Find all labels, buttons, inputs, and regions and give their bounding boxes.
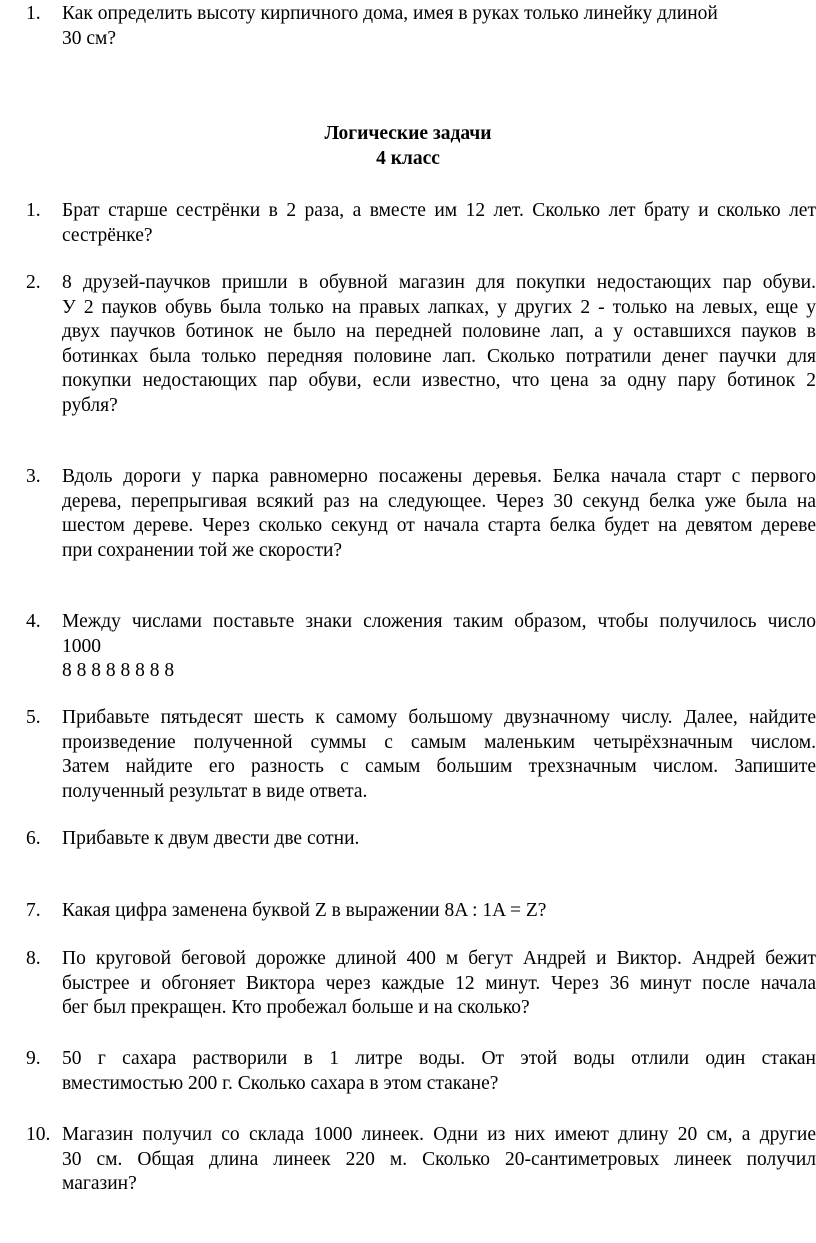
task-text	[62, 610, 816, 684]
task-2	[26, 271, 816, 418]
task-line: Между числами поставьте знаки сложения таким образом, чтобы получилось число	[62, 611, 816, 632]
task-number: 2.	[26, 272, 41, 293]
task-line: Вдоль дороги у парка равномерно посажены деревья. Белка начала старт с первого	[62, 466, 816, 487]
task-line: По круговой беговой дорожке длиной 400 м бегут Андрей и Виктор. Андрей бежит	[62, 948, 816, 969]
intro-line: Как определить высоту кирпичного дома, имея в руках только линейку длиной	[62, 3, 718, 24]
task-line: 8 друзей-паучков пришли в обувной магазин для покупки недостающих пар обуви.	[62, 272, 816, 293]
grade-subtitle: 4 класс	[376, 148, 440, 169]
task-line: двух паучков ботинок не было на передней половине лап, а у оставшихся пауков в	[62, 321, 816, 342]
task-line: Затем найдите его разность с самым большим трехзначным числом. Запишите	[62, 756, 816, 777]
task-number: 4.	[26, 611, 41, 632]
digit-sequence: 8 8 8 8 8 8 8 8	[62, 660, 175, 681]
intro-question	[26, 2, 816, 51]
page-title: Логические задачи	[324, 123, 492, 144]
task-line: произведение полученной суммы с самым маленьким четырёхзначным числом.	[62, 731, 816, 753]
task-line: вместимостью 200 г. Сколько сахара в этом стакане?	[62, 1072, 499, 1094]
intro-number: 1.	[26, 3, 41, 24]
task-number: 1.	[26, 200, 41, 221]
task-line: магазин?	[62, 1173, 137, 1194]
task-text	[62, 827, 816, 852]
task-text	[62, 899, 816, 924]
task-text	[62, 1123, 816, 1197]
task-10	[26, 1123, 816, 1197]
task-line: покупки недостающих пар обуви, если известно, что цена за одну пару ботинок 2	[62, 370, 816, 391]
task-text	[62, 199, 816, 248]
task-9	[26, 1047, 816, 1096]
task-line: 1000	[62, 635, 101, 657]
task-number: 8.	[26, 948, 41, 969]
task-line: Прибавьте пятьдесят шесть к самому большому двузначному числу. Далее, найдите	[62, 707, 816, 728]
task-line: У 2 пауков обувь была только на правых лапках, у других 2 - только на левых, еще у	[62, 296, 816, 318]
task-3	[26, 465, 816, 563]
task-number: 5.	[26, 707, 41, 728]
task-5	[26, 706, 816, 804]
task-number: 10.	[26, 1124, 51, 1145]
task-line: ботинках была только передняя половине лап. Сколько потратили денег паучки для	[62, 345, 816, 367]
task-line: Магазин получил со склада 1000 линеек. Одни из них имеют длину 20 см, а другие	[62, 1124, 816, 1145]
task-line: сестрёнке?	[62, 224, 153, 246]
task-line: Брат старше сестрёнки в 2 раза, а вместе им 12 лет. Сколько лет брату и сколько лет	[62, 200, 816, 221]
task-1	[26, 199, 816, 248]
task-line: 50 г сахара растворили в 1 литре воды. От этой воды отлили один стакан	[62, 1048, 816, 1069]
task-number: 9.	[26, 1048, 41, 1069]
task-text	[62, 465, 816, 563]
task-line: дерева, перепрыгивая всякий раз на следующее. Через 30 секунд белка уже была на	[62, 490, 816, 512]
task-line: Прибавьте к двум двести две сотни.	[62, 828, 360, 849]
task-line: при сохранении той же скорости?	[62, 539, 343, 561]
task-line: Какая цифра заменена буквой Z в выражении 8A : 1A = Z?	[62, 900, 547, 921]
task-text	[62, 271, 816, 418]
task-number: 7.	[26, 900, 41, 921]
intro-line: 30 см?	[62, 27, 117, 49]
task-7	[26, 899, 816, 924]
task-line: бег был прекращен. Кто пробежал больше и на сколько?	[62, 997, 530, 1018]
task-6	[26, 827, 816, 852]
task-number: 6.	[26, 828, 41, 849]
task-8	[26, 947, 816, 1021]
task-line: 30 см. Общая длина линеек 220 м. Сколько 20-сантиметровых линеек получил	[62, 1148, 816, 1170]
task-line: рубля?	[62, 394, 118, 416]
task-text	[62, 947, 816, 1021]
intro-text	[62, 2, 816, 51]
task-4	[26, 610, 816, 684]
task-line: полученный результат в виде ответа.	[62, 780, 368, 802]
task-line: шестом дереве. Через сколько секунд от начала старта белка будет на девятом дереве	[62, 515, 816, 536]
task-number: 3.	[26, 466, 41, 487]
task-text	[62, 1047, 816, 1096]
task-text	[62, 706, 816, 804]
task-line: быстрее и обгоняет Виктора через каждые 12 минут. Через 36 минут после начала	[62, 972, 816, 994]
